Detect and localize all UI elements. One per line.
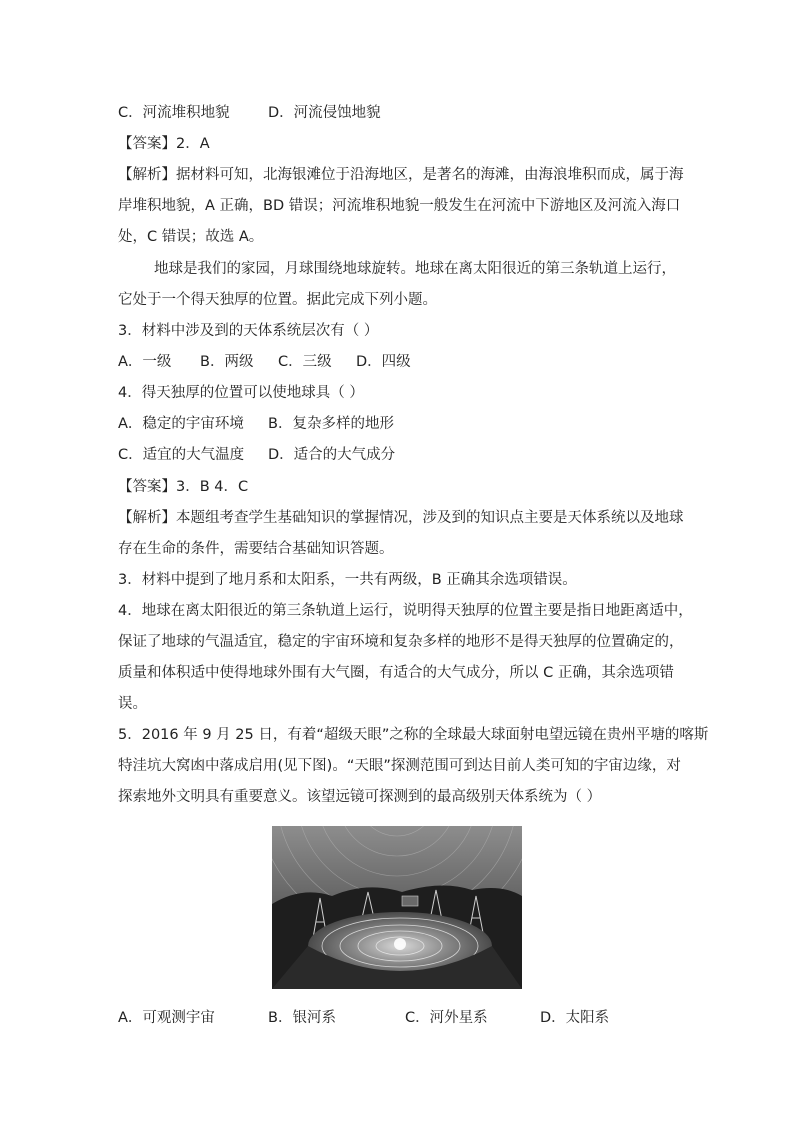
question-3: 3．材料中涉及到的天体系统层次有（ ） bbox=[118, 323, 379, 339]
explanation-4-line-4: 误。 bbox=[118, 696, 147, 712]
q5-option-b: B．银河系 bbox=[268, 1010, 336, 1026]
explanation-2-line-1: 【解析】本题组考查学生基础知识的掌握情况，涉及到的知识点主要是天体系统以及地球 bbox=[118, 510, 684, 526]
q4-option-d: D．适合的大气成分 bbox=[268, 447, 396, 463]
q4-option-a: A．稳定的宇宙环境 bbox=[118, 416, 244, 432]
answer-label-1: 【答案】2．A bbox=[118, 136, 210, 152]
explanation-4-line-3: 质量和体积适中使得地球外围有大气圈，有适合的大气成分，所以 C 正确，其余选项错 bbox=[118, 665, 674, 681]
q5-option-c: C．河外星系 bbox=[405, 1010, 488, 1026]
explanation-1-line-3: 处，C 错误；故选 A。 bbox=[118, 229, 264, 245]
explanation-4-line-2: 保证了地球的气温适宜，稳定的宇宙环境和复杂多样的地形不是得天独厚的位置确定的， bbox=[118, 634, 684, 650]
question-4: 4．得天独厚的位置可以使地球具（ ） bbox=[118, 385, 364, 401]
q3-option-b: B．两级 bbox=[200, 354, 254, 370]
explanation-1-line-1: 【解析】据材料可知，北海银滩位于沿海地区，是著名的海滩，由海浪堆积而成，属于海 bbox=[118, 167, 684, 183]
fast-telescope-photo bbox=[272, 826, 522, 989]
explanation-4-line-1: 4．地球在离太阳很近的第三条轨道上运行，说明得天独厚的位置主要是指日地距离适中， bbox=[118, 603, 693, 619]
q3-option-c: C．三级 bbox=[278, 354, 332, 370]
q3-option-a: A．一级 bbox=[118, 354, 172, 370]
question-5-line-1: 5．2016 年 9 月 25 日，有着“超级天眼”之称的全球最大球面射电望远镜在贵州平塘的喀斯 bbox=[118, 727, 709, 743]
answer-label-2: 【答案】3．B 4．C bbox=[118, 479, 249, 495]
material-line-2: 它处于一个得天独厚的位置。据此完成下列小题。 bbox=[118, 292, 437, 308]
question-5-line-3: 探索地外文明具有重要意义。该望远镜可探测到的最高级别天体系统为（ ） bbox=[118, 789, 602, 805]
q4-option-c: C．适宜的大气温度 bbox=[118, 447, 245, 463]
material-line-1: 地球是我们的家园，月球围绕地球旋转。地球在离太阳很近的第三条轨道上运行， bbox=[154, 261, 676, 277]
explanation-1-line-2: 岸堆积地貌，A 正确，BD 错误；河流堆积地貌一般发生在河流中下游地区及河流入海口 bbox=[118, 198, 681, 214]
question-5-line-2: 特洼坑大窝凼中落成启用(见下图)。“天眼”探测范围可到达目前人类可知的宇宙边缘，对 bbox=[118, 758, 681, 774]
q2-option-d: D．河流侵蚀地貌 bbox=[268, 105, 381, 121]
q4-option-b: B．复杂多样的地形 bbox=[268, 416, 394, 432]
q3-option-d: D．四级 bbox=[356, 354, 411, 370]
q2-option-c: C．河流堆积地貌 bbox=[118, 105, 230, 121]
explanation-3: 3．材料中提到了地月系和太阳系，一共有两级，B 正确其余选项错误。 bbox=[118, 572, 577, 588]
q5-option-d: D．太阳系 bbox=[540, 1010, 610, 1026]
q5-option-a: A．可观测宇宙 bbox=[118, 1010, 215, 1026]
explanation-2-line-2: 存在生命的条件，需要结合基础知识答题。 bbox=[118, 541, 394, 557]
